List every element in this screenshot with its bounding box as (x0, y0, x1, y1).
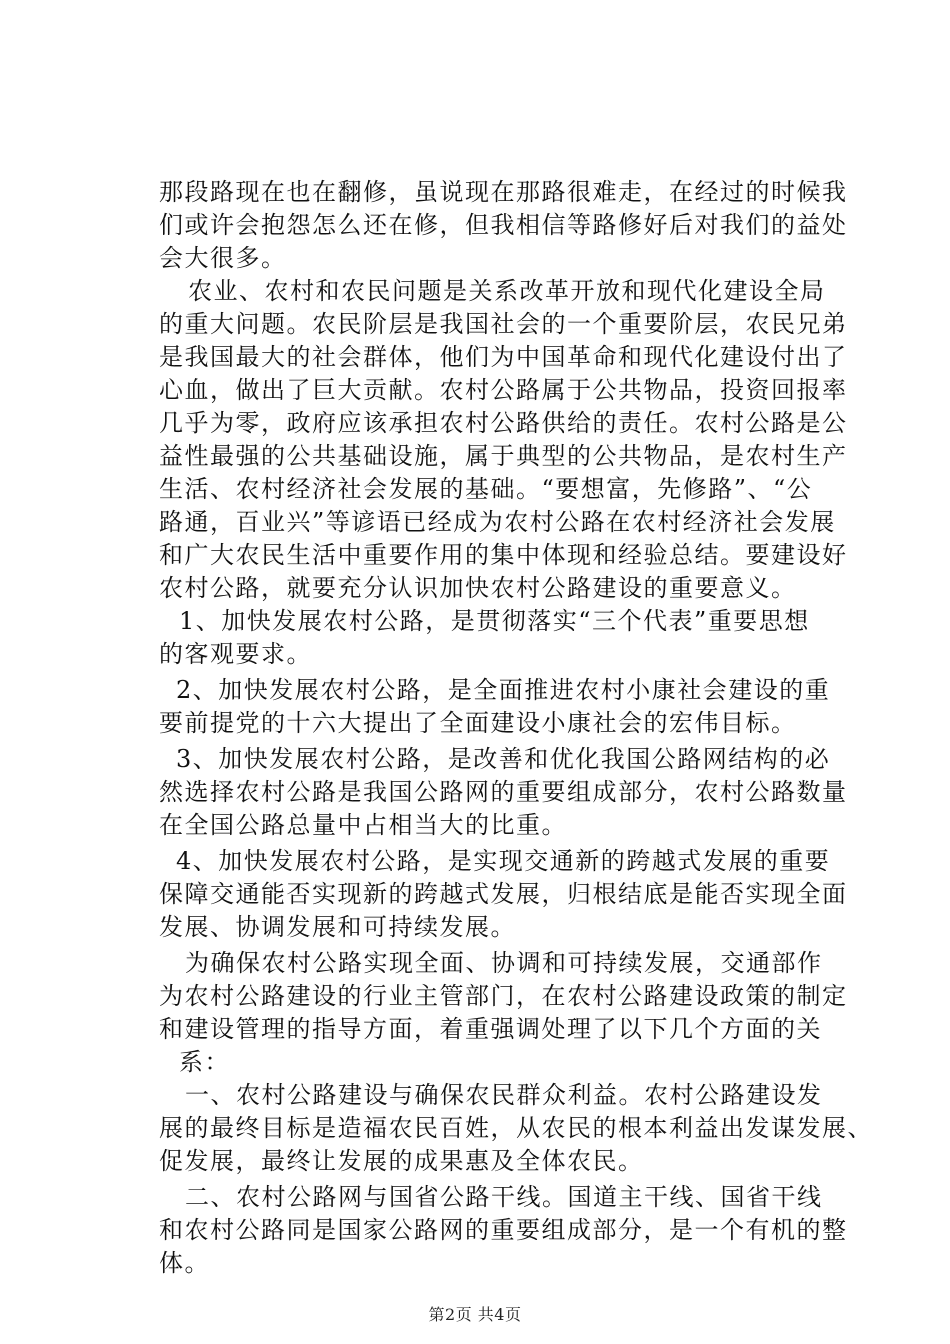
text-line: 体。 (159, 1249, 210, 1277)
text-line: 要前提党的十六大提出了全面建设小康社会的宏伟目标。 (159, 709, 797, 737)
text-line: 是我国最大的社会群体，他们为中国革命和现代化建设付出了 (159, 343, 848, 371)
text-line: 系： (179, 1048, 230, 1076)
text-line: 几乎为零，政府应该承担农村公路供给的责任。农村公路是公 (159, 409, 848, 437)
text-line: 在全国公路总量中占相当大的比重。 (159, 811, 567, 839)
text-line: 为农村公路建设的行业主管部门，在农村公路建设政策的制定 (159, 982, 848, 1010)
text-line: 生活、农村经济社会发展的基础。“要想富，先修路”、“公 (159, 475, 813, 503)
text-line: 益性最强的公共基础设施，属于典型的公共物品，是农村生产 (159, 442, 848, 470)
text-line: 的客观要求。 (159, 640, 312, 668)
text-line: 农村公路，就要充分认识加快农村公路建设的重要意义。 (159, 574, 797, 602)
text-line: 促发展，最终让发展的成果惠及全体农民。 (159, 1147, 644, 1175)
list-item-2-line: 2、加快发展农村公路，是全面推进农村小康社会建设的重 (176, 676, 831, 704)
text-line: 然选择农村公路是我国公路网的重要组成部分，农村公路数量 (159, 778, 848, 806)
list-item-4-line: 4、加快发展农村公路，是实现交通新的跨越式发展的重要 (176, 847, 831, 875)
text-line: 展的最终目标是造福农民百姓，从农民的根本利益出发谋发展、 (159, 1114, 873, 1142)
text-line: 那段路现在也在翻修，虽说现在那路很难走，在经过的时候我 (159, 178, 848, 206)
paragraph-first-line: 一、农村公路建设与确保农民群众利益。农村公路建设发 (185, 1081, 823, 1109)
list-item-1-line: 1、加快发展农村公路，是贯彻落实“三个代表”重要思想 (179, 607, 810, 635)
paragraph-first-line: 二、农村公路网与国省公路干线。国道主干线、国省干线 (185, 1183, 823, 1211)
text-line: 发展、协调发展和可持续发展。 (159, 913, 516, 941)
text-line: 和广大农民生活中重要作用的集中体现和经验总结。要建设好 (159, 541, 848, 569)
text-line: 和农村公路同是国家公路网的重要组成部分，是一个有机的整 (159, 1216, 848, 1244)
text-line: 会大很多。 (159, 244, 287, 272)
text-line: 保障交通能否实现新的跨越式发展，归根结底是能否实现全面 (159, 880, 848, 908)
text-line: 心血，做出了巨大贡献。农村公路属于公共物品，投资回报率 (159, 376, 848, 404)
text-line: 和建设管理的指导方面，着重强调处理了以下几个方面的关 (159, 1015, 822, 1043)
text-line: 路通，百业兴”等谚语已经成为农村公路在农村经济社会发展 (159, 508, 836, 536)
list-item-3-line: 3、加快发展农村公路，是改善和优化我国公路网结构的必 (176, 745, 831, 773)
page-number-footer: 第2页 共4页 (428, 1305, 522, 1324)
text-line: 的重大问题。农民阶层是我国社会的一个重要阶层，农民兄弟 (159, 310, 848, 338)
text-line: 们或许会抱怨怎么还在修，但我相信等路修好后对我们的益处 (159, 211, 848, 239)
paragraph-first-line: 农业、农村和农民问题是关系改革开放和现代化建设全局 (188, 277, 826, 305)
paragraph-first-line: 为确保农村公路实现全面、协调和可持续发展，交通部作 (185, 949, 823, 977)
